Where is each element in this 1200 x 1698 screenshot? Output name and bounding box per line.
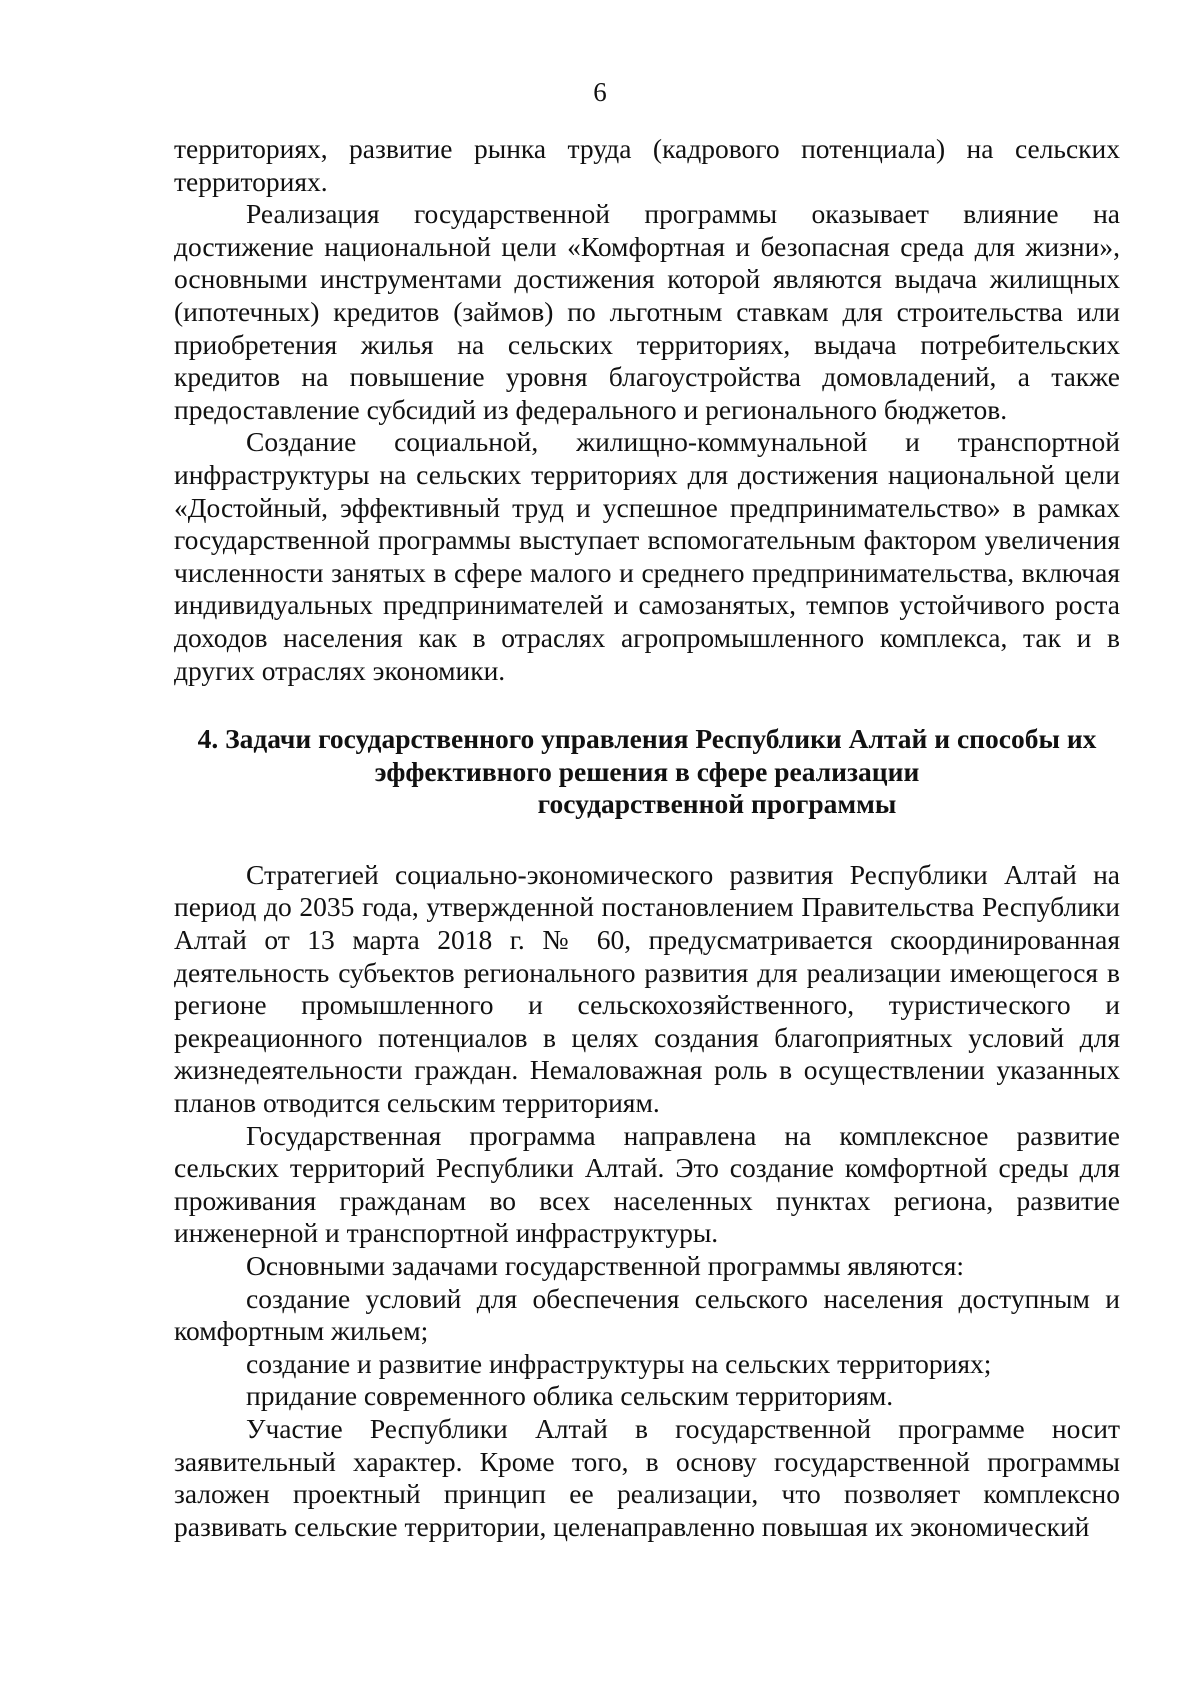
list-item: придание современного облика сельским территориям.	[246, 1380, 894, 1412]
section-heading-line: 4. Задачи государственного управления Республики Алтай и способы их	[197, 723, 1097, 755]
paragraph: Реализация государственной программы оказывает влияние на достижение национальной цели «Комфортная и безопасная среда для жизни», основными инструментами достижения которой являются выдача жилищных (ипотечных) кредитов (займов) по льготным ставкам для строительства или приобретения жилья на сельских территориях, выдача потребительских кредитов на повышение уровня благоустройства домовладений, а также предоставление субсидий из федерального и регионального бюджетов.	[174, 198, 1120, 425]
paragraph: Участие Республики Алтай в государственной программе носит заявительный характер. Кроме того, в основу государственной программы заложен проектный принцип ее реализации, что позволяет комплексно развивать сельские территории, целенаправленно повышая их экономический	[174, 1412, 1120, 1542]
page-number: 6	[593, 77, 607, 107]
list-item: создание и развитие инфраструктуры на сельских территориях;	[246, 1347, 992, 1379]
paragraph: Создание социальной, жилищно-коммунальной и транспортной инфраструктуры на сельских территориях для достижения национальной цели «Достойный, эффективный труд и успешное предпринимательство» в рамках государственной программы выступает вспомогательным фактором увеличения численности занятых в сфере малого и среднего предпринимательства, включая индивидуальных предпринимателей и самозанятых, темпов устойчивого роста доходов населения как в отраслях агропромышленного комплекса, так и в других отраслях экономики.	[174, 426, 1120, 686]
section-heading-line: государственной программы	[537, 788, 897, 820]
list-item: создание условий для обеспечения сельского населения доступным и комфортным жильем;	[174, 1282, 1120, 1347]
section-heading	[174, 723, 1120, 821]
paragraph: Основными задачами государственной программы являются:	[246, 1250, 965, 1281]
paragraph: территориях, развитие рынка труда (кадрового потенциала) на сельских территориях.	[174, 133, 1120, 197]
paragraph: Государственная программа направлена на комплексное развитие сельских территорий Республики Алтай. Это создание комфортной среды для проживания гражданам во всех населенных пунктах региона, развитие инженерной и транспортной инфраструктуры.	[174, 1119, 1120, 1249]
document-body	[174, 133, 1120, 1543]
section-heading-line: эффективного решения в сфере реализации	[374, 755, 920, 787]
paragraph: Стратегией социально-экономического развития Республики Алтай на период до 2035 года, утвержденной постановлением Правительства Республики Алтай от 13 марта 2018 г. № 60, предусматривается скоординированная деятельность субъектов регионального развития для реализации имеющегося в регионе промышленного и сельскохозяйственного, туристического и рекреационного потенциалов в целях создания благоприятных условий для жизнедеятельности граждан. Немаловажная роль в осуществлении указанных планов отводится сельским территориям.	[174, 858, 1120, 1119]
